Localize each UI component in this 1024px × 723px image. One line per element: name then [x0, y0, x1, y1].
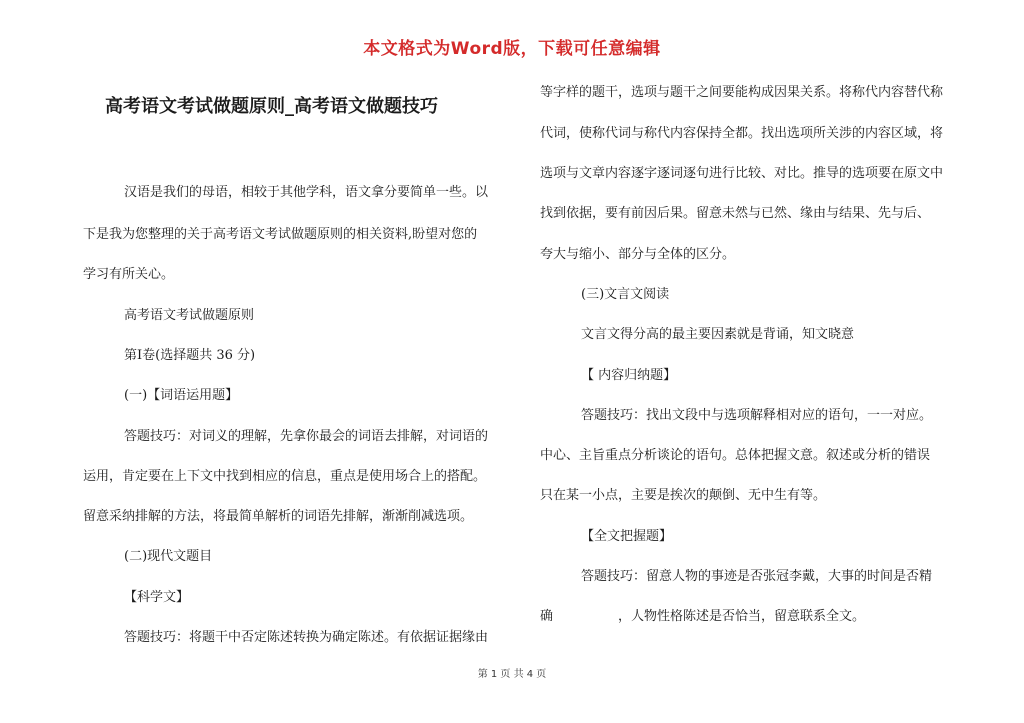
section-heading: 【 内容归纳题】	[581, 368, 677, 383]
paragraph-line: 答题技巧：找出文段中与选项解释相对应的语句，一一对应。	[581, 408, 933, 423]
paragraph-line: 学习有所关心。	[83, 267, 175, 282]
paragraph-line: 答题技巧：留意人物的事迹是否张冠李戴，大事的时间是否精	[581, 569, 933, 584]
paragraph-line: 答题技巧：将题干中否定陈述转换为确定陈述。有依据证据缘由	[124, 630, 489, 645]
paragraph-line: 留意采纳排解的方法，将最简单解析的词语先排解，渐渐削减选项。	[83, 509, 474, 524]
paragraph-line: 找到依据，要有前因后果。留意未然与已然、缘由与结果、先与后、	[540, 206, 931, 221]
section-heading: (三)文言文阅读	[581, 287, 670, 302]
section-heading: 高考语文考试做题原则	[124, 308, 255, 323]
paragraph-line: 代词，使称代词与称代内容保持全都。找出选项所关涉的内容区域，将	[540, 126, 944, 141]
section-heading: 【科学文】	[124, 590, 190, 605]
section-heading: (二)现代文题目	[124, 549, 213, 564]
section-heading: 第Ⅰ卷(选择题共 36 分)	[124, 348, 256, 363]
paragraph-line: 确 ，人物性格陈述是否恰当，留意联系全文。	[540, 609, 866, 624]
section-heading: (一)【词语运用题】	[124, 388, 239, 403]
paragraph-line: 文言文得分高的最主要因素就是背诵，知文晓意	[581, 327, 855, 342]
paragraph-line: 选项与文章内容逐字逐词逐句进行比较、对比。推导的选项要在原文中	[540, 166, 944, 181]
paragraph-line: 运用，肯定要在上下文中找到相应的信息，重点是使用场合上的搭配。	[83, 469, 487, 484]
paragraph-line: 等字样的题干，选项与题干之间要能构成因果关系。将称代内容替代称	[540, 85, 944, 100]
paragraph-line: 答题技巧：对词义的理解，先拿你最会的词语去排解，对词语的	[124, 429, 489, 444]
paragraph-line: 下是我为您整理的关于高考语文考试做题原则的相关资料,盼望对您的	[83, 227, 478, 242]
section-heading: 【全文把握题】	[581, 529, 673, 544]
paragraph-line: 只在某一小点，主要是挨次的颠倒、无中生有等。	[540, 488, 827, 503]
paragraph-line: 夸大与缩小、部分与全体的区分。	[540, 247, 736, 262]
page-number: 第 1 页 共 4 页	[477, 669, 547, 680]
document-title: 高考语文考试做题原则_高考语文做题技巧	[105, 96, 438, 117]
paragraph-line: 汉语是我们的母语，相较于其他学科，语文拿分要简单一些。以	[124, 185, 489, 200]
paragraph-line: 中心、主旨重点分析谈论的语句。总体把握文意。叙述或分析的错误	[540, 448, 931, 463]
download-banner: 本文格式为Word版，下载可任意编辑	[363, 39, 661, 59]
